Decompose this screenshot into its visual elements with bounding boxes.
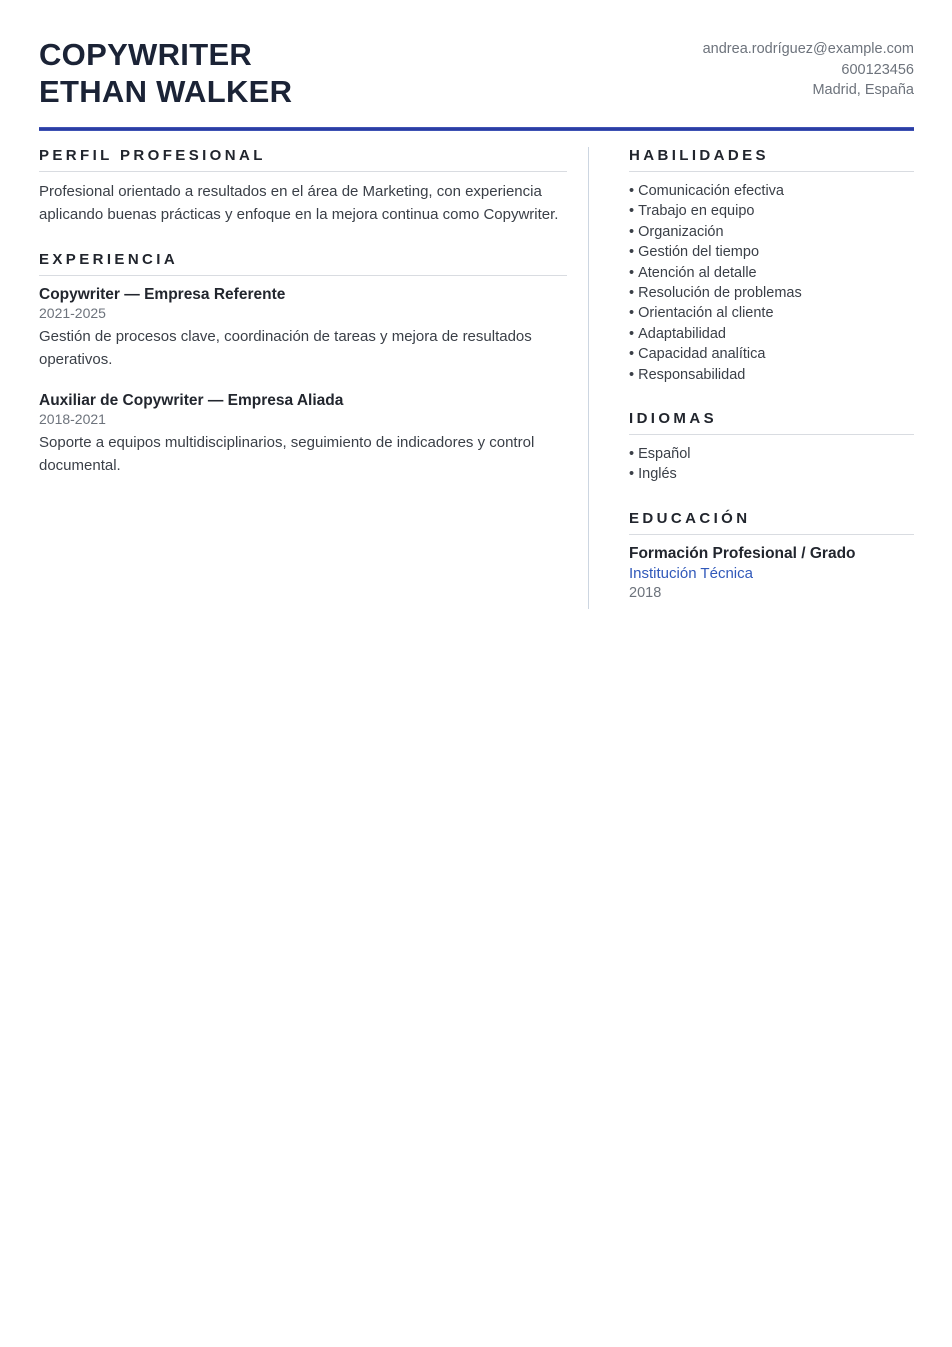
skill-item: • Capacidad analítica — [629, 344, 914, 364]
section-profile — [39, 147, 567, 226]
education-degree: Formación Profesional / Grado — [629, 544, 856, 562]
header — [39, 36, 914, 110]
main-content — [39, 147, 914, 609]
title-name: ETHAN WALKER — [39, 74, 293, 109]
education-year: 2018 — [629, 584, 662, 601]
job-description: Soporte a equipos multidisciplinarios, seguimiento de indicadores y control documental. — [39, 434, 535, 474]
education-heading: EDUCACIÓN — [629, 510, 914, 535]
education-institution-link[interactable]: Institución Técnica — [629, 564, 753, 582]
language-item: • Inglés — [629, 464, 914, 484]
languages-heading: IDIOMAS — [629, 410, 914, 435]
right-column — [629, 147, 914, 609]
skill-item: • Resolución de problemas — [629, 283, 914, 303]
left-column — [39, 147, 567, 609]
contact-phone: 600123456 — [841, 61, 914, 78]
skill-item: • Trabajo en equipo — [629, 201, 914, 221]
skill-item: • Comunicación efectiva — [629, 181, 914, 201]
profile-text: Profesional orientado a resultados en el área de Marketing, con experiencia aplicando buenas prácticas y enfoque en la mejora continua como Copywriter. — [39, 183, 559, 223]
job-entry — [39, 285, 567, 371]
skills-list — [629, 181, 914, 385]
skill-item: • Orientación al cliente — [629, 303, 914, 323]
experience-heading: EXPERIENCIA — [39, 251, 567, 276]
accent-rule — [39, 127, 914, 131]
job-dates: 2018-2021 — [39, 411, 106, 427]
job-title: Copywriter — Empresa Referente — [39, 286, 286, 303]
contact-block — [703, 36, 914, 101]
skill-item: • Organización — [629, 222, 914, 242]
skill-item: • Atención al detalle — [629, 263, 914, 283]
skill-item: • Responsabilidad — [629, 365, 914, 385]
section-skills — [629, 147, 914, 385]
section-education — [629, 510, 914, 603]
section-experience — [39, 251, 567, 477]
skill-item: • Adaptabilidad — [629, 324, 914, 344]
job-description: Gestión de procesos clave, coordinación de tareas y mejora de resultados operativos. — [39, 328, 532, 368]
languages-list — [629, 444, 914, 485]
column-divider — [588, 147, 589, 609]
skill-item: • Gestión del tiempo — [629, 242, 914, 262]
job-title: Auxiliar de Copywriter — Empresa Aliada — [39, 392, 344, 409]
education-entry — [629, 544, 914, 603]
section-languages — [629, 410, 914, 485]
skills-heading: HABILIDADES — [629, 147, 914, 172]
job-dates: 2021-2025 — [39, 305, 106, 321]
language-item: • Español — [629, 444, 914, 464]
title-role: COPYWRITER — [39, 37, 253, 72]
profile-heading: PERFIL PROFESIONAL — [39, 147, 567, 172]
job-entry — [39, 391, 567, 477]
resume-title — [39, 36, 292, 110]
contact-email: andrea.rodríguez@example.com — [702, 41, 914, 57]
contact-location: Madrid, España — [812, 82, 914, 98]
